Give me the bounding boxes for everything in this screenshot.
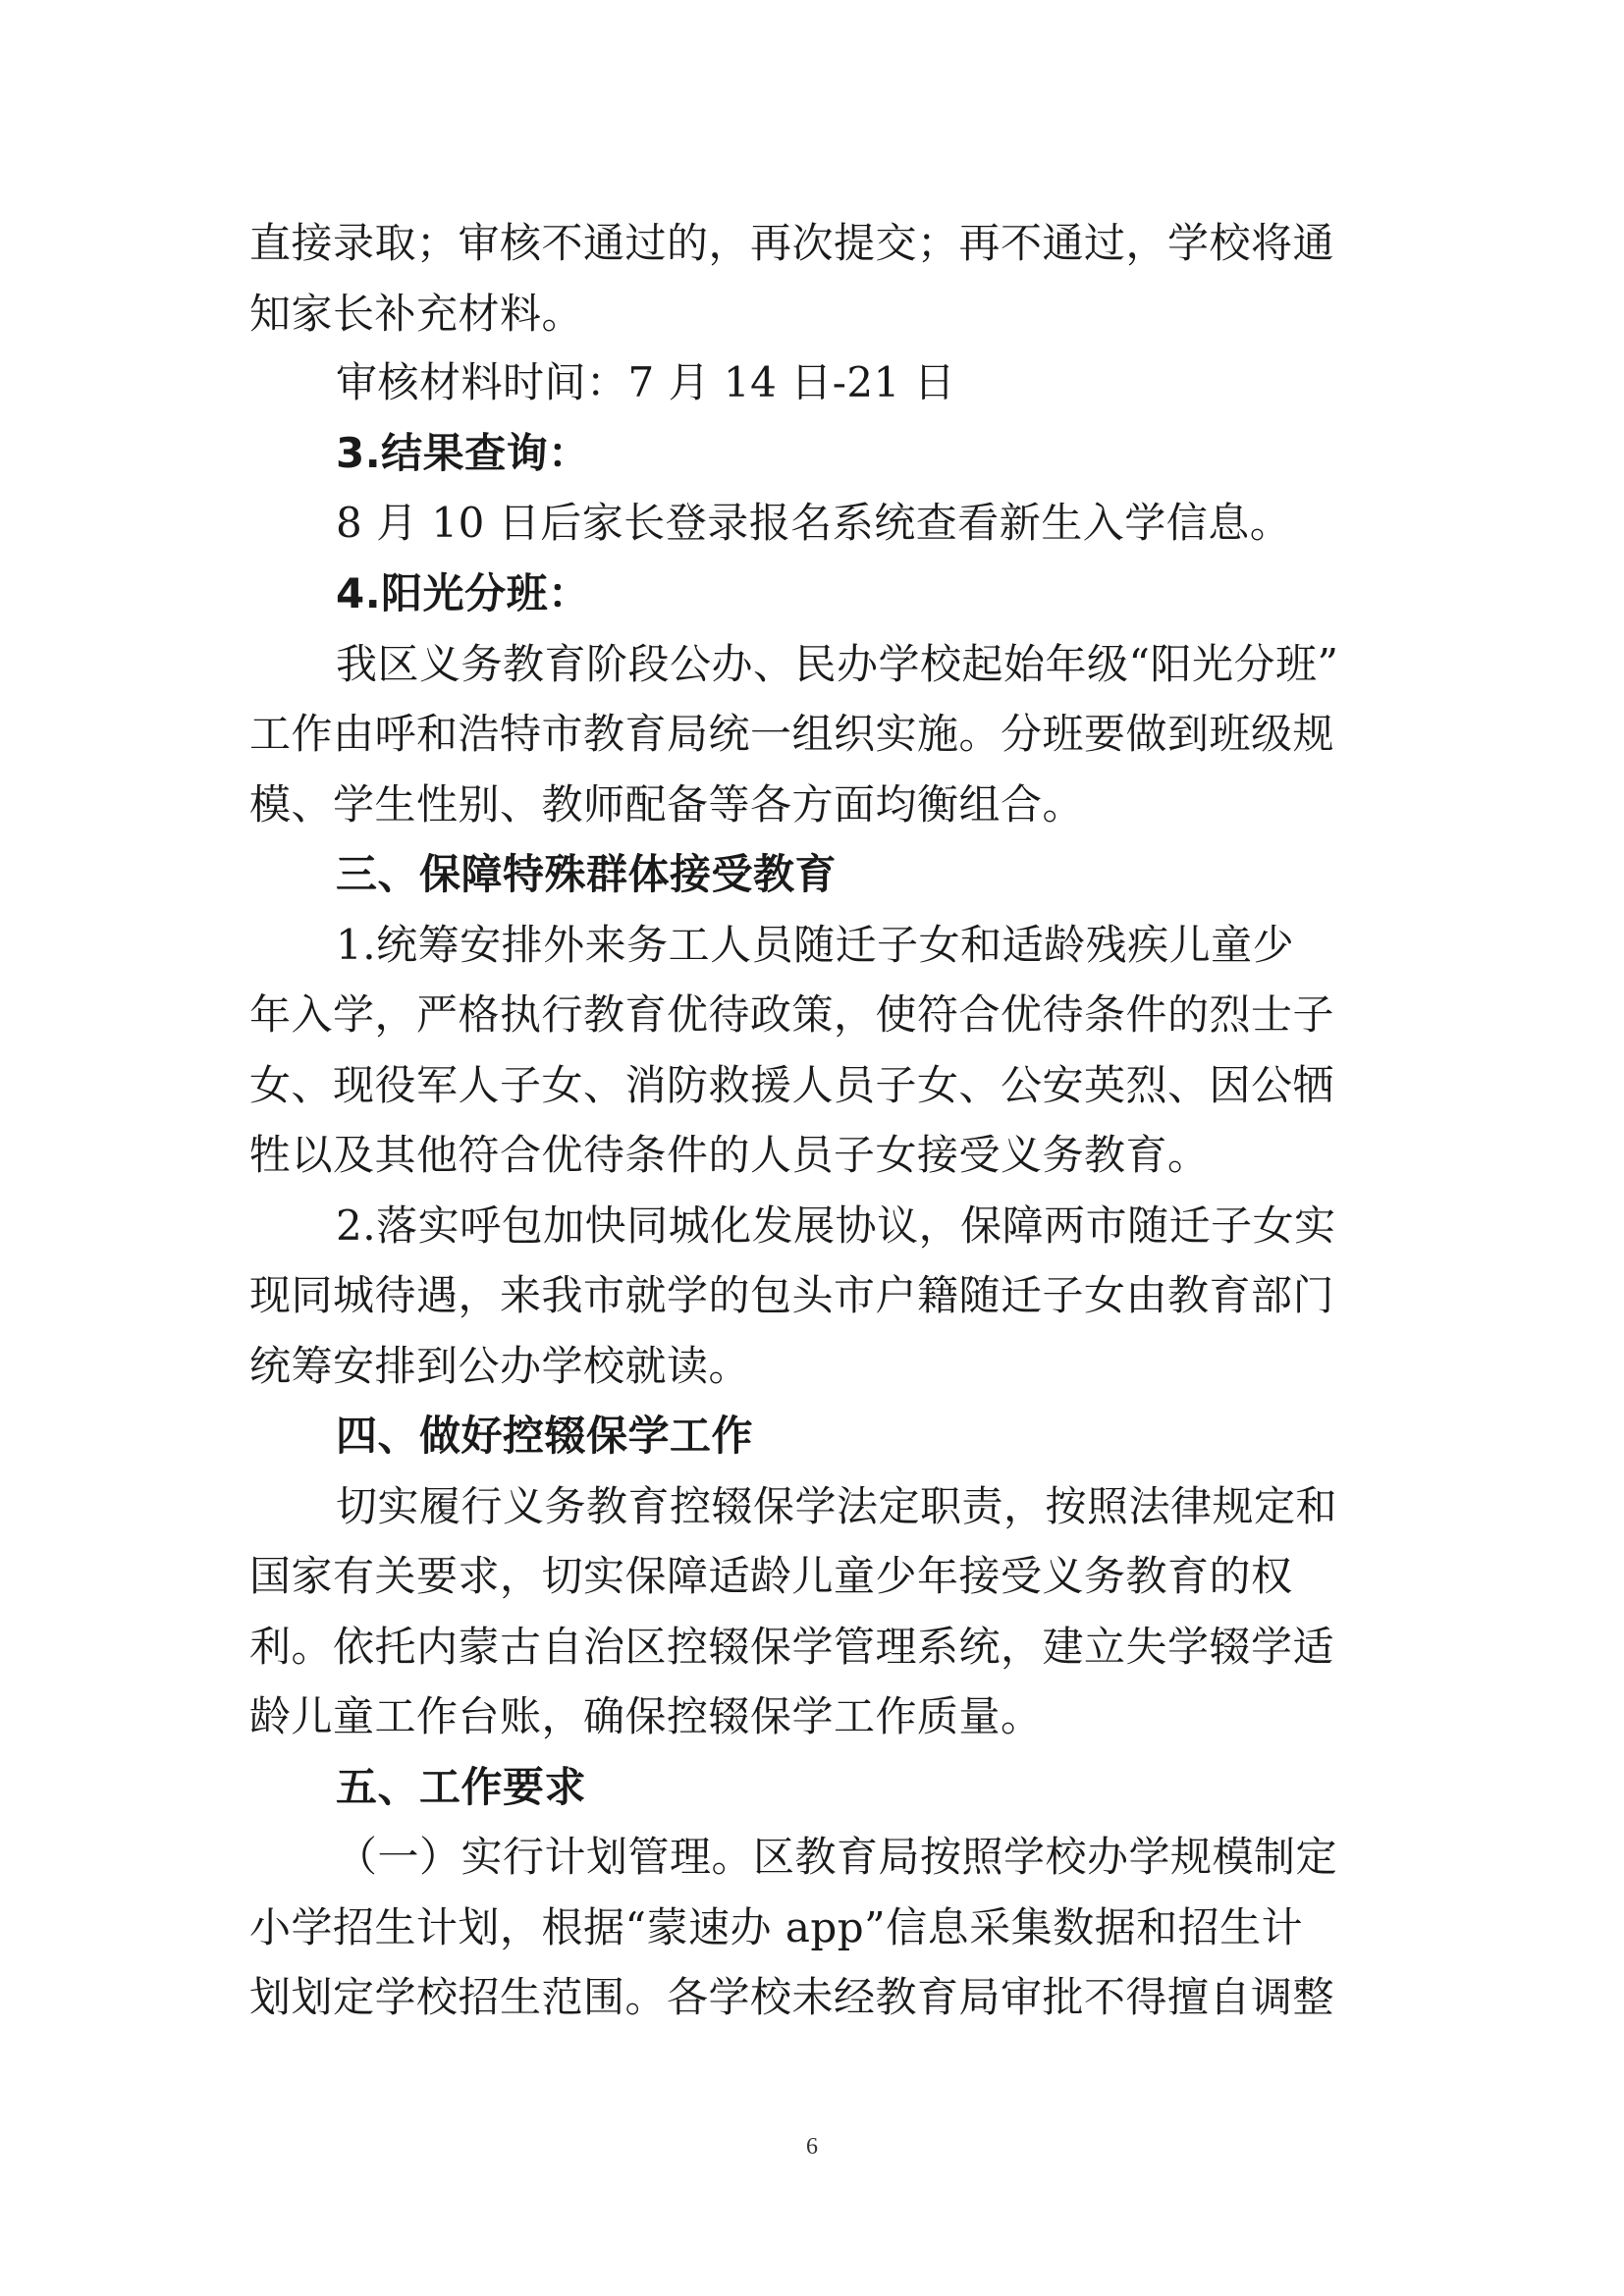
- body-text-line: 划划定学校招生范围。各学校未经教育局审批不得擅自调整: [249, 1973, 1335, 2021]
- body-text-line: 统筹安排到公办学校就读。: [249, 1342, 751, 1390]
- section-heading: 四、做好控辍保学工作: [336, 1412, 754, 1460]
- body-text-line: 1.统筹安排外来务工人员随迁子女和适龄残疾儿童少: [336, 921, 1295, 969]
- body-text-line: 审核材料时间：7 月 14 日-21 日: [336, 358, 956, 406]
- body-text-line: 现同城待遇，来我市就学的包头市户籍随迁子女由教育部门: [249, 1271, 1335, 1319]
- body-text-line: 工作由呼和浩特市教育局统一组织实施。分班要做到班级规: [249, 710, 1335, 758]
- body-text-line: 牲以及其他符合优待条件的人员子女接受义务教育。: [249, 1131, 1210, 1179]
- body-text-line: （一）实行计划管理。区教育局按照学校办学规模制定: [336, 1833, 1338, 1881]
- subsection-heading: 4.阳光分班：: [336, 569, 590, 617]
- page-number: 6: [806, 2134, 818, 2160]
- body-text-line: 小学招生计划，根据“蒙速办 app”信息采集数据和招生计: [249, 1903, 1304, 1951]
- body-text-line: 知家长补充材料。: [249, 290, 584, 338]
- body-text-line: 利。依托内蒙古自治区控辍保学管理系统，建立失学辍学适: [249, 1623, 1335, 1671]
- body-text-line: 年入学，严格执行教育优待政策，使符合优待条件的烈士子: [249, 990, 1335, 1039]
- subsection-heading: 3.结果查询：: [336, 429, 590, 477]
- body-text-line: 模、学生性别、教师配备等各方面均衡组合。: [249, 780, 1085, 828]
- body-text-line: 直接录取；审核不通过的，再次提交；再不通过，学校将通: [249, 219, 1335, 267]
- body-text-line: 龄儿童工作台账，确保控辍保学工作质量。: [249, 1692, 1043, 1740]
- body-text-line: 国家有关要求，切实保障适龄儿童少年接受义务教育的权: [249, 1552, 1293, 1600]
- body-text-line: 8 月 10 日后家长登录报名系统查看新生入学信息。: [336, 499, 1292, 547]
- body-text-line: 女、现役军人子女、消防救援人员子女、公安英烈、因公牺: [249, 1061, 1335, 1109]
- body-text-line: 切实履行义务教育控辍保学法定职责，按照法律规定和: [336, 1482, 1338, 1530]
- section-heading: 三、保障特殊群体接受教育: [336, 850, 838, 898]
- body-text-line: 2.落实呼包加快同城化发展协议，保障两市随迁子女实: [336, 1201, 1336, 1250]
- section-heading: 五、工作要求: [336, 1763, 587, 1811]
- body-text-line: 我区义务教育阶段公办、民办学校起始年级“阳光分班”: [336, 640, 1339, 688]
